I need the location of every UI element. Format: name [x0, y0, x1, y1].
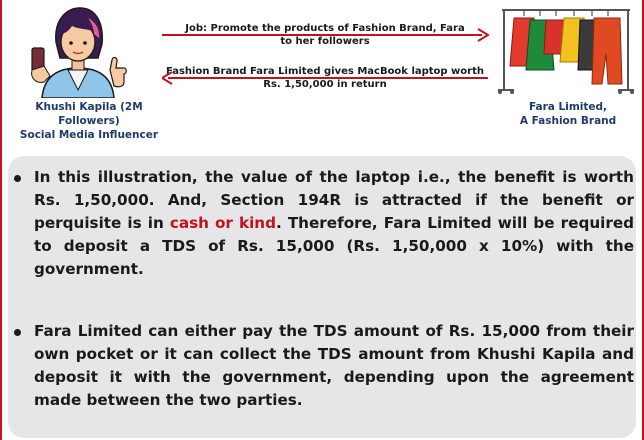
reward-line-2: Rs. 1,50,000 in return: [263, 79, 387, 90]
influencer-caption: [4, 100, 174, 142]
explanation-point-1: [34, 166, 634, 281]
arrow-left-icon: [162, 71, 492, 85]
point-1-text-a: In this illustration, the value of the laptop i.e., the benefit is worth Rs. 1,50,000. And, Section 194R is attracted if the benefit or perquisite is in: [34, 168, 634, 232]
influencer-illustration-icon: [28, 4, 128, 98]
job-line-2: to her followers: [280, 36, 370, 47]
job-line-1: Job: Promote the products of Fashion Brand, Fara: [185, 23, 465, 34]
point-1-text-b: . Therefore, Fara Limited will be required to deposit a TDS of Rs. 15,000 (Rs. 1,50,000 x 10%) with the government.: [34, 214, 635, 278]
reward-line-1: Fashion Brand Fara Limited gives MacBook laptop worth: [165, 66, 485, 77]
brand-name: Fara Limited,: [528, 101, 608, 113]
cash-or-kind-highlight: cash or kind: [169, 214, 276, 232]
influencer-name: Khushi Kapila (2M Followers): [35, 101, 143, 127]
brand-desc: A Fashion Brand: [519, 115, 617, 127]
influencer-role: Social Media Influencer: [19, 129, 159, 141]
bullet-dot: [14, 329, 21, 336]
explanation-point-2: Fara Limited can either pay the TDS amount of Rs. 15,000 from their own pocket or it can collect the TDS amount from Khushi Kapila and deposit it with the government, depending upon the agreement made between the two parties.: [34, 322, 634, 409]
arrow-right-icon: [162, 28, 492, 42]
brand-caption: [500, 100, 636, 128]
clothing-rack-illustration-icon: [496, 4, 636, 96]
left-accent-bar: [0, 0, 2, 440]
bullet-dot: [14, 175, 21, 182]
